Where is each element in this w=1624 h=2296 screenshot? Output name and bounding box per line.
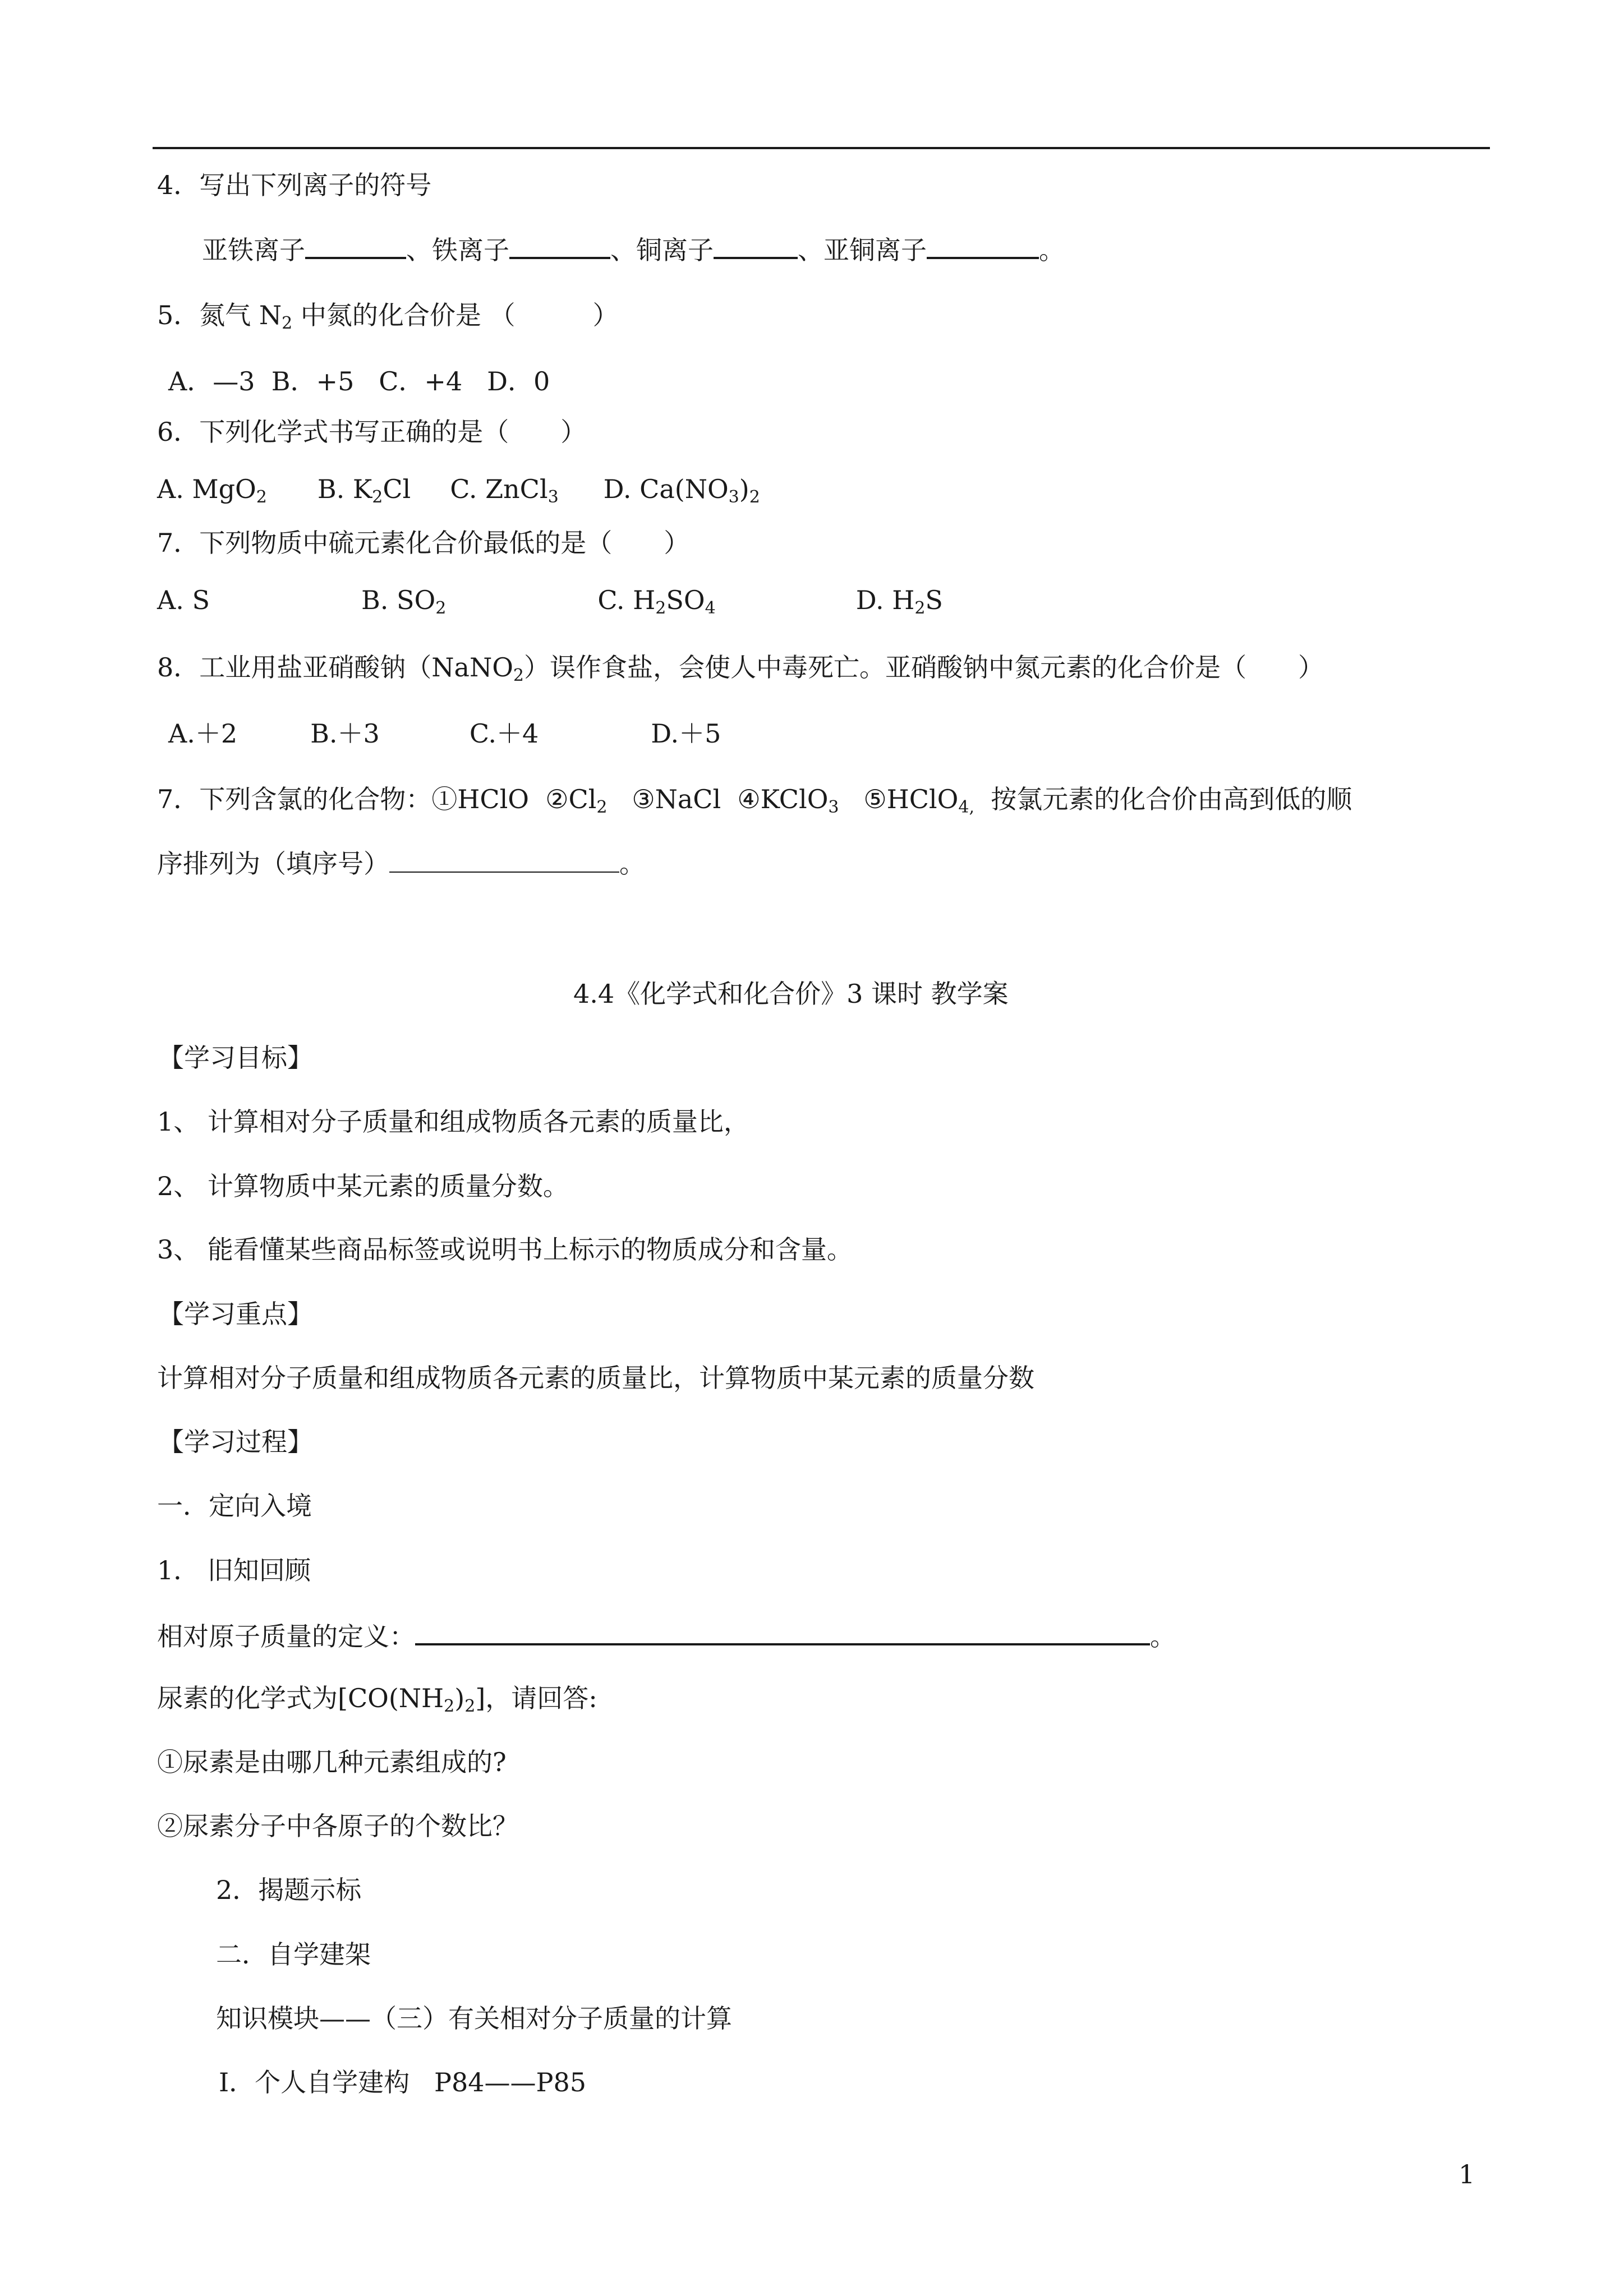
question-8-stem: 8．工业用盐亚硝酸钠（NaNO$_2$）误作食盐，会使人中毒死亡。亚硝酸钠中氮元素的化合价是（ ） <box>157 652 1324 685</box>
definition-line: 相对原子质量的定义： 。 <box>157 1617 1176 1653</box>
section-1-heading: 一．定向入境 <box>157 1491 312 1521</box>
question-5-options: A．—3 B．+5 C．+4 D．0 <box>168 366 550 397</box>
goal-item-1: 1、 计算相对分子质量和组成物质各元素的质量比， <box>157 1106 749 1137</box>
answer-blank[interactable] <box>389 846 619 873</box>
question-7b-stem: 7．下列含氯的化合物：①HClO $②Cl_2$ ③NaCl ④KClO$_3$ ⑤HClO$_{4,}$ 按氯元素的化合价由高到低的顺 <box>157 784 1352 817</box>
question-4-blanks: 亚铁离子 、铁离子 、铜离子 、亚铜离子 。 <box>202 231 1065 267</box>
question-5-stem: 5．氮气 $N_2$ 中氮的化合价是 （ ） <box>157 300 619 333</box>
header-rule <box>153 147 1490 149</box>
urea-question-1: ①尿素是由哪几种元素组成的? <box>157 1747 507 1777</box>
key-text: 计算相对分子质量和组成物质各元素的质量比，计算物质中某元素的质量分数 <box>157 1363 1034 1393</box>
answer-blank[interactable] <box>305 231 406 259</box>
section-1-2-heading: 2．揭题示标 <box>216 1875 362 1905</box>
urea-formula-line: 尿素的化学式为$[CO(NH_2)_2]$，请回答: <box>157 1683 597 1716</box>
definition-blank[interactable] <box>415 1617 1150 1645</box>
goal-heading: 【学习目标】 <box>158 1043 313 1073</box>
section-1-1-heading: 1． 旧知回顾 <box>157 1555 311 1585</box>
question-6-stem: 6．下列化学式书写正确的是（ ） <box>157 417 587 447</box>
urea-question-2: ②尿素分子中各原子的个数比？ <box>157 1811 518 1841</box>
module-heading: 知识模块——（三）有关相对分子质量的计算 <box>216 2003 732 2034</box>
answer-blank[interactable] <box>509 231 610 259</box>
question-4-stem: 4．写出下列离子的符号 <box>157 170 432 200</box>
question-7-options: A. S B. $SO_2$ C. $H_2SO_4$ D. $H_2S$ <box>157 585 943 618</box>
goal-item-3: 3、 能看懂某些商品标签或说明书上标示的物质成分和含量。 <box>157 1234 853 1265</box>
question-7b-answer-line: 序排列为（填序号） 。 <box>157 846 645 880</box>
lesson-title: 4.4《化学式和化合价》3 课时 教学案 <box>573 979 1009 1009</box>
goal-item-2: 2、 计算物质中某元素的质量分数。 <box>157 1171 569 1201</box>
key-heading: 【学习重点】 <box>158 1299 313 1329</box>
question-6-options: A. MgO$_2$ B. $K_2Cl$ C. ZnCl$_3$ D. $Ca(NO_3)_2$ <box>157 474 760 507</box>
subsection-i-heading: Ⅰ．个人自学建构 P84——P85 <box>219 2067 587 2097</box>
section-2-heading: 二．自学建架 <box>216 1939 371 1970</box>
answer-blank[interactable] <box>927 231 1039 259</box>
process-heading: 【学习过程】 <box>158 1427 313 1457</box>
answer-blank[interactable] <box>714 231 798 259</box>
page-number: 1 <box>1459 2159 1475 2189</box>
question-7-stem: 7．下列物质中硫元素化合价最低的是（ ） <box>157 528 690 558</box>
question-8-options: A.＋2 B.＋3 C.＋4 D.＋5 <box>168 718 721 749</box>
